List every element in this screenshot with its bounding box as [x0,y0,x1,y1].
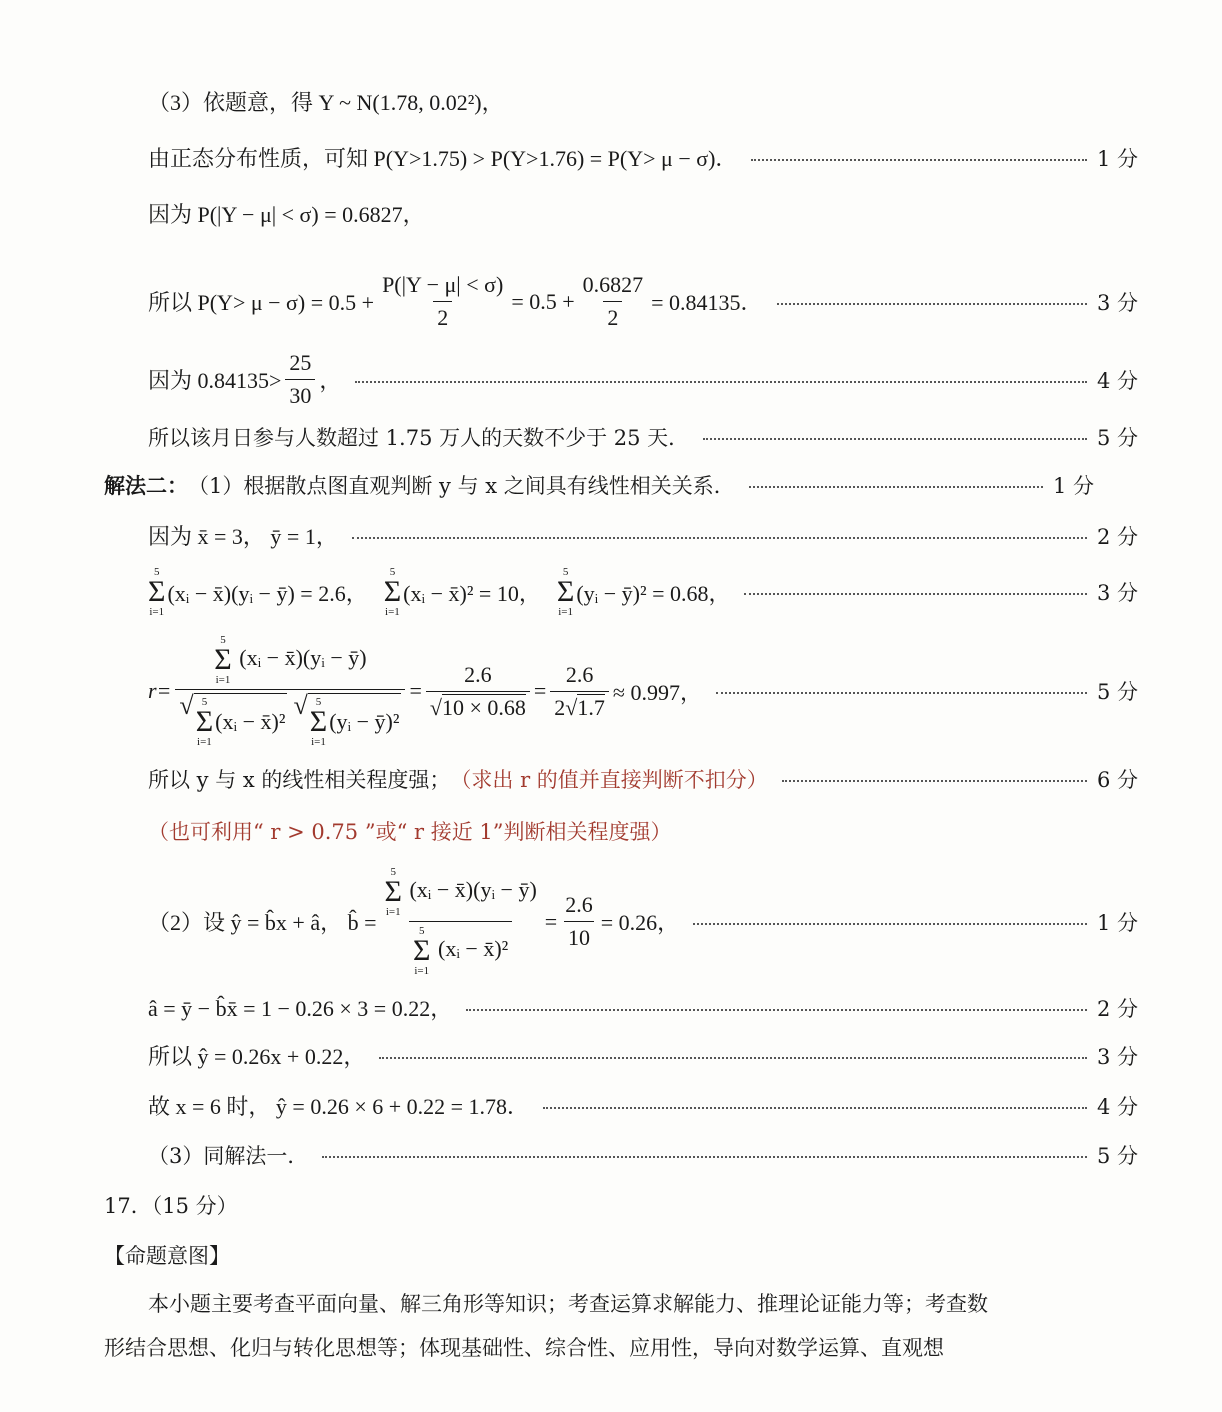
score-mark: 6 分 [1096,768,1138,792]
sum-symbol [214,634,231,686]
sigma-glyph: Σ [556,575,575,608]
radicand-term: 10 × 0.68 [441,694,526,720]
solution-line-1 [0,86,1222,117]
radicand [194,693,288,748]
sum-term: (yᵢ − ȳ)² = 0.68， [576,580,731,606]
normal-property-statement: 由正态分布性质，可知 P(Y>1.75) > P(Y>1.76) = P(Y> μ − σ)． [148,146,738,171]
fraction-numerator: 2.6 [565,892,593,917]
solution-line-6 [0,422,1222,452]
fraction [579,272,648,331]
sum-upper-limit: 5 [419,925,425,937]
method-two-text: （1）根据散点图直观判断 y 与 x 之间具有线性相关关系． [188,474,735,498]
leader-dots [355,381,1087,383]
fraction-denominator [426,691,530,721]
sum-term: (xᵢ − x̄)(yᵢ − ȳ) = 2.6， [167,580,368,606]
leader-dots [777,303,1087,305]
solution-line-17 [0,1140,1222,1170]
radical-sign: √ [293,691,308,720]
denominator-term: (xᵢ − x̄)² [438,936,509,962]
sum-upper-limit: 5 [389,566,396,578]
grading-alternative-note: （也可利用“ r > 0.75 ”或“ r 接近 1”判断相关程度强） [148,820,672,844]
solution-line-10 [0,634,1222,748]
score-mark: 4 分 [1096,1094,1138,1119]
intercept-computation: â = ȳ − b̂x̄ = 1 − 0.26 × 3 = 0.22， [148,996,453,1021]
solution-line-5 [0,350,1222,409]
radicand [308,693,402,748]
score-mark: 3 分 [1096,581,1138,605]
regression-slope [148,866,679,977]
sum-lower-limit: i=1 [197,736,212,748]
sigma-glyph: Σ [413,934,431,967]
correlation-conclusion [148,764,768,794]
fraction-numerator: 0.6827 [582,272,644,297]
score-mark: 1 分 [1052,474,1094,498]
sigma-glyph: Σ [148,575,166,608]
fraction-numerator [381,866,541,921]
sum-lower-limit: i=1 [558,606,573,618]
sum-symbol [384,566,401,618]
leader-dots [782,780,1087,782]
same-as-method-one: （3）同解法一． [148,1144,309,1168]
fraction [426,662,530,721]
sum-symbol [413,925,430,977]
formula-prefix: 所以 P(Y> μ − σ) = 0.5 + [148,290,375,315]
numerator-term: (xᵢ − x̄)(yᵢ − ȳ) [409,877,537,903]
r-symbol: r= [148,678,172,703]
normal-distribution-statement: （3）依题意，得 Y ~ N(1.78, 0.02²)， [148,90,504,115]
leader-dots [693,923,1087,925]
leader-dots [379,1057,1087,1059]
sum-upper-limit: 5 [201,696,208,708]
sum-lower-limit: i=1 [385,606,400,618]
sum-upper-limit: 5 [315,696,322,708]
solution-line-9 [0,566,1222,618]
comparison-statement [148,350,341,409]
square-root [179,693,287,748]
square-root [293,693,401,748]
solution-line-11 [0,764,1222,794]
approx-result: ≈ 0.997， [612,679,702,705]
mean-values: 因为 x̄ = 3， ȳ = 1， [148,524,338,549]
sigma-glyph: Σ [383,575,402,608]
sigma-glyph: Σ [384,875,402,908]
sigma-glyph: Σ [195,705,214,738]
intent-paragraph: 本小题主要考查平面向量、解三角形等知识；考查运算求解能力、推理论证能力等；考查数形结合思想、化归与转化思想等；体现基础性、综合性、应用性，导向对数学运算、直观想 [104,1292,988,1360]
equals-sign: = [533,678,547,703]
method-two-heading: 解法二： [104,474,188,498]
score-mark: 4 分 [1096,368,1138,393]
formula-tail: ， [319,368,342,393]
conclusion-text: 所以 y 与 x 的线性相关程度强； [148,768,451,792]
radical-sign: √ [429,694,442,720]
probability-computation [148,272,763,331]
score-mark: 1 分 [1096,146,1138,171]
solution-line-15 [0,1040,1222,1071]
fraction-numerator: 2.6 [565,661,594,687]
solution-line-2 [0,142,1222,173]
solution-line-14 [0,992,1222,1023]
sum-upper-limit: 5 [390,866,396,878]
score-mark: 5 分 [1096,1144,1138,1168]
sum-symbol [310,696,327,748]
sum-lower-limit: i=1 [414,965,430,977]
fraction-denominator: 30 [285,379,315,409]
correlation-fraction [175,634,405,748]
sum-lower-limit: i=1 [311,736,326,748]
solution-line-7 [0,470,1178,500]
question-number: 17．（15 分） [104,1194,238,1218]
sums-statement [148,566,730,618]
fraction [285,350,315,409]
equals-sign: = [544,908,558,934]
score-mark: 1 分 [1096,910,1138,935]
question-17-heading [0,1190,1178,1220]
radical-sign: √ [565,694,578,720]
formula-tail: = 0.84135． [651,290,763,315]
method-two-intro [104,470,735,500]
score-mark: 3 分 [1096,290,1138,315]
solution-line-13 [0,866,1222,977]
sum-symbol [148,566,165,618]
leader-dots [703,438,1087,440]
radicand-term: (yᵢ − ȳ)² [329,709,400,734]
sum-symbol [557,566,574,618]
fraction [561,892,597,951]
sum-symbol [196,696,213,748]
leader-dots [749,486,1043,488]
score-mark: 5 分 [1096,680,1138,704]
leader-dots [751,159,1087,161]
fraction-denominator [175,689,405,748]
formula-prefix: （2）设 ŷ = b̂x + â， b̂ = [148,910,377,935]
leader-dots [543,1107,1087,1109]
conclusion-statement: 所以该月日参与人数超过 1.75 万人的天数不少于 25 天． [148,426,690,450]
fraction-denominator: 2 [603,301,622,331]
score-mark: 5 分 [1096,426,1138,450]
sum-lower-limit: i=1 [149,606,165,618]
sum-term: (xᵢ − x̄)² = 10， [403,580,541,606]
radical-sign: √ [179,691,194,720]
sum-lower-limit: i=1 [385,906,401,918]
fraction-numerator: 2.6 [464,661,492,687]
sigma-glyph: Σ [214,643,232,676]
solution-line-12 [0,816,1222,846]
fraction-numerator [210,634,370,689]
fraction-denominator [550,691,609,721]
radicand-term: 1.7 [577,694,605,720]
fraction-denominator: 2 [433,301,452,331]
correlation-formula [148,634,702,748]
solution-line-16 [0,1090,1222,1121]
score-mark: 3 分 [1096,1044,1138,1069]
leader-dots [466,1009,1087,1011]
probability-statement: 因为 P(|Y − μ| < σ) = 0.6827， [148,202,425,227]
sum-upper-limit: 5 [562,566,569,578]
radicand-term: (xᵢ − x̄)² [215,709,286,734]
score-mark: 2 分 [1096,996,1138,1021]
fraction [550,662,609,721]
equals-sign: = [409,678,422,703]
fraction-denominator: 10 [564,921,594,951]
prediction-computation: 故 x = 6 时， ŷ = 0.26 × 6 + 0.22 = 1.78． [148,1094,530,1119]
leader-dots [716,692,1087,694]
intent-heading: 【命题意图】 [104,1244,230,1268]
regression-equation: 所以 ŷ = 0.26x + 0.22， [148,1044,366,1069]
formula-prefix: 因为 0.84135> [148,368,282,393]
fraction-numerator: 25 [289,350,312,375]
formula-tail: = 0.26， [600,910,680,935]
formula-mid: = 0.5 + [511,288,575,314]
score-mark: 2 分 [1096,524,1138,549]
fraction [378,272,507,331]
fraction-numerator: P(|Y − μ| < σ) [382,272,504,297]
leader-dots [352,537,1087,539]
leader-dots [744,593,1086,595]
numerator-term: (xᵢ − x̄)(yᵢ − ȳ) [239,645,367,671]
sum-symbol [385,866,402,918]
fraction-denominator [409,921,512,977]
coefficient: 2 [554,694,566,720]
sigma-glyph: Σ [309,705,328,738]
sum-lower-limit: i=1 [215,674,231,686]
slope-fraction [381,866,541,977]
grading-note: （求出 r 的值并直接判断不扣分） [450,768,768,792]
solution-line-8 [0,520,1222,551]
leader-dots [322,1156,1087,1158]
solution-line-3 [0,198,1222,229]
sum-upper-limit: 5 [153,566,160,578]
sum-upper-limit: 5 [220,634,226,646]
solution-line-4 [0,272,1222,331]
section-heading [0,1240,1178,1270]
